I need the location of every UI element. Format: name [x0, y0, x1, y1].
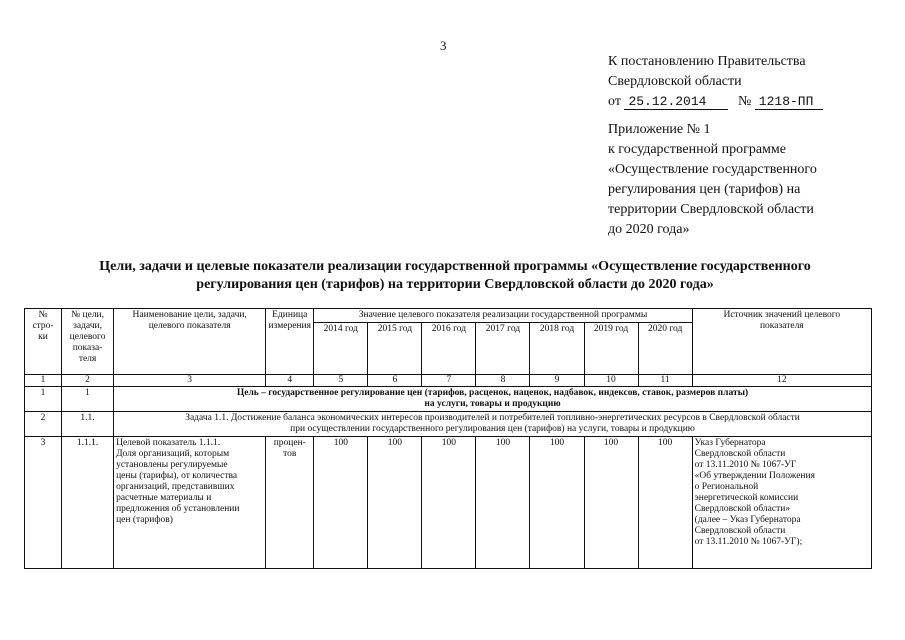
indicator-value-2017: 100 [476, 437, 530, 569]
table-row-task [25, 412, 872, 437]
appendix-line: к государственной программе [608, 142, 786, 157]
title-line-1: Цели, задачи и целевые показатели реализации государственной программы «Осуществление государственного [99, 259, 811, 274]
header-source: Источник значений целевого показателя [692, 309, 871, 375]
header-year: 2018 год [530, 323, 584, 375]
appendix-line: Приложение № 1 [608, 122, 711, 137]
appendix-line: «Осуществление государственного [608, 162, 817, 177]
header-values-group: Значение целевого показателя реализации государственной программы [314, 309, 692, 323]
task-text: Задача 1.1. Достижение баланса экономических интересов производителей и потребителей топливно-энергетических ресурсов в Свердловской области при осуществлении государственного регулирования цен (тарифов) на услуги, товары и продукцию [114, 412, 872, 437]
indicator-value-2014: 100 [314, 437, 368, 569]
indicator-value-2015: 100 [368, 437, 422, 569]
header-year: 2020 год [638, 323, 692, 375]
indicator-value-2019: 100 [584, 437, 638, 569]
column-number: 1 [25, 375, 62, 387]
appendix-line: регулирования цен (тарифов) на [608, 182, 801, 197]
table-row-goal [25, 387, 872, 412]
header-year: 2019 год [584, 323, 638, 375]
targets-table [24, 308, 872, 569]
appendix-reference [608, 120, 898, 240]
appendix-line: до 2020 года» [608, 222, 690, 237]
date-prefix: от [608, 94, 621, 109]
header-goal-num: № цели, задачи, целевого показа- теля [62, 309, 114, 375]
header-year: 2015 год [368, 323, 422, 375]
header-year: 2017 год [476, 323, 530, 375]
indicator-value-2018: 100 [530, 437, 584, 569]
indicator-unit: процен- тов [266, 437, 314, 569]
column-numbers-row [25, 375, 872, 387]
goal-text: Цель – государственное регулирование цен (тарифов, расценок, наценок, надбавок, индексов, ставок, размеров платы) на услуги, товары и продукцию [114, 387, 872, 412]
row-number: 1 [25, 387, 62, 412]
column-number: 12 [692, 375, 871, 387]
goal-number: 1 [62, 387, 114, 412]
header-year: 2014 год [314, 323, 368, 375]
column-number: 2 [62, 375, 114, 387]
header-unit: Единица измерения [266, 309, 314, 375]
column-number: 8 [476, 375, 530, 387]
column-number: 4 [266, 375, 314, 387]
number-prefix: № [737, 94, 752, 109]
indicator-value-2016: 100 [422, 437, 476, 569]
resolution-date: 25.12.2014 [624, 94, 728, 110]
indicator-name: Целевой показатель 1.1.1. Доля организаций, которым установлены регулируемые цены (тарифы), от количества организаций, представивших расчетные материалы и предложения об установлении цен (тарифов) [114, 437, 266, 569]
row-number: 2 [25, 412, 62, 437]
resolution-line-1: К постановлению Правительства [608, 54, 806, 69]
column-number: 11 [638, 375, 692, 387]
column-number: 9 [530, 375, 584, 387]
indicator-value-2020: 100 [638, 437, 692, 569]
page-number: 3 [440, 38, 447, 53]
header-row [25, 309, 872, 323]
table-row-indicator [25, 437, 872, 569]
resolution-line-2: Свердловской области [608, 74, 742, 89]
column-number: 6 [368, 375, 422, 387]
header-row-num: № стро- ки [25, 309, 62, 375]
title-line-2: регулирования цен (тарифов) на территории Свердловской области до 2020 года» [196, 277, 714, 292]
column-number: 7 [422, 375, 476, 387]
column-number: 3 [114, 375, 266, 387]
document-title [40, 258, 870, 294]
column-number: 10 [584, 375, 638, 387]
appendix-line: территории Свердловской области [608, 202, 814, 217]
task-number: 1.1. [62, 412, 114, 437]
indicator-source: Указ Губернатора Свердловской области от 13.11.2010 № 1067-УГ «Об утверждении Положения о Региональной энергетической комиссии Свердловской области» (далее – Указ Губернатора Свердловской области от 13.11.2010 № 1067-УГ); [692, 437, 871, 569]
header-name: Наименование цели, задачи, целевого показателя [114, 309, 266, 375]
row-number: 3 [25, 437, 62, 569]
resolution-reference [608, 52, 888, 112]
resolution-date-line [608, 92, 888, 112]
resolution-number: 1218-ПП [755, 94, 823, 110]
indicator-number: 1.1.1. [62, 437, 114, 569]
header-year: 2016 год [422, 323, 476, 375]
column-number: 5 [314, 375, 368, 387]
